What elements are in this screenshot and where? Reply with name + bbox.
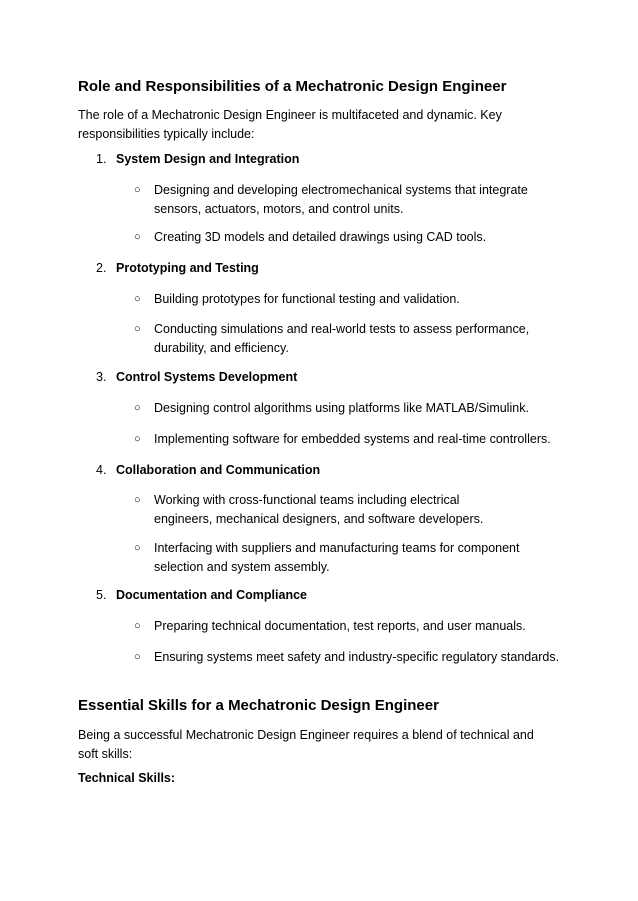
hollow-circle-bullet-icon: ○ (134, 293, 141, 305)
list-number: 1. (96, 152, 107, 166)
hollow-circle-bullet-icon: ○ (134, 494, 141, 506)
bullet-text: Preparing technical documentation, test reports, and user manuals. (154, 619, 526, 633)
hollow-circle-bullet-icon: ○ (134, 231, 141, 243)
list-item-control-systems (96, 368, 297, 387)
hollow-circle-bullet-icon: ○ (134, 402, 141, 414)
bullet-item (134, 228, 564, 247)
hollow-circle-bullet-icon: ○ (134, 184, 141, 196)
list-item-collaboration (96, 461, 320, 480)
bullet-item (134, 648, 564, 667)
section-heading-role: Role and Responsibilities of a Mechatronic Design Engineer (78, 78, 507, 95)
section-intro-skills: Being a successful Mechatronic Design Engineer requires a blend of technical and soft skills: (78, 728, 534, 761)
list-item-title: Documentation and Compliance (116, 588, 307, 602)
bullet-item (134, 320, 564, 358)
bullet-item (134, 181, 564, 219)
list-item-title: Prototyping and Testing (116, 261, 259, 275)
bullet-item (134, 430, 564, 449)
list-number: 2. (96, 261, 107, 275)
list-item-title: System Design and Integration (116, 152, 300, 166)
hollow-circle-bullet-icon: ○ (134, 433, 141, 445)
bullet-text: Implementing software for embedded systems and real-time controllers. (154, 432, 551, 446)
list-item-documentation (96, 586, 307, 605)
hollow-circle-bullet-icon: ○ (134, 542, 141, 554)
bullet-item (134, 399, 564, 418)
list-item-prototyping (96, 259, 259, 278)
bullet-text: Designing and developing electromechanical systems that integrate sensors, actuators, motors, and control units. (154, 183, 528, 216)
bullet-item (134, 617, 564, 636)
bullet-text: Ensuring systems meet safety and industry-specific regulatory standards. (154, 650, 560, 664)
bullet-text: Creating 3D models and detailed drawings using CAD tools. (154, 230, 487, 244)
bullet-text: Conducting simulations and real-world tests to assess performance, durability, and efficiency. (154, 322, 530, 355)
list-item-system-design (96, 150, 299, 169)
section-heading-skills: Essential Skills for a Mechatronic Design Engineer (78, 697, 439, 714)
bullet-text: Interfacing with suppliers and manufacturing teams for component selection and system assembly. (154, 541, 520, 574)
hollow-circle-bullet-icon: ○ (134, 620, 141, 632)
bullet-item (134, 290, 564, 309)
list-item-title: Collaboration and Communication (116, 463, 321, 477)
bullet-item (134, 539, 564, 577)
hollow-circle-bullet-icon: ○ (134, 323, 141, 335)
section-intro-role: The role of a Mechatronic Design Engineer is multifaceted and dynamic. Key responsibilities typically include: (78, 108, 502, 141)
bullet-text: Working with cross-functional teams including electrical engineers, mechanical designers, and software developers. (154, 493, 484, 526)
bullet-item (134, 491, 514, 529)
list-number: 3. (96, 370, 107, 384)
subheading-technical-skills: Technical Skills: (78, 771, 176, 785)
list-number: 5. (96, 588, 107, 602)
hollow-circle-bullet-icon: ○ (134, 651, 141, 663)
bullet-text: Designing control algorithms using platforms like MATLAB/Simulink. (154, 401, 529, 415)
list-number: 4. (96, 463, 107, 477)
bullet-text: Building prototypes for functional testing and validation. (154, 292, 460, 306)
list-item-title: Control Systems Development (116, 370, 298, 384)
